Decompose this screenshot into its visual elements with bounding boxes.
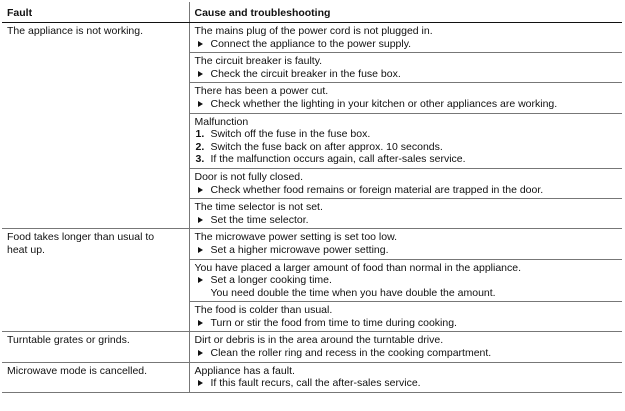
action-item bbox=[195, 214, 618, 227]
fault-column-header: Fault bbox=[2, 2, 189, 23]
cause-text: Malfunction bbox=[194, 115, 249, 128]
action-item bbox=[195, 38, 618, 51]
step-text: Switch the fuse back on after approx. 10 seconds. bbox=[210, 140, 443, 153]
action-text: Check the circuit breaker in the fuse box. bbox=[210, 67, 401, 80]
action-continuation: You need double the time when you have double the amount. bbox=[210, 286, 496, 299]
action-text: If this fault recurs, call the after-sales service. bbox=[210, 377, 421, 390]
cause-text: There has been a power cut. bbox=[194, 85, 329, 98]
cause-cell bbox=[189, 229, 622, 259]
action-item bbox=[195, 377, 618, 390]
step-text: If the malfunction occurs again, call after-sales service. bbox=[210, 153, 466, 166]
triangle-bullet-icon bbox=[198, 350, 203, 356]
action-item bbox=[195, 317, 618, 330]
cause-cell bbox=[189, 113, 622, 168]
triangle-bullet-icon bbox=[198, 277, 203, 283]
cause-cell bbox=[189, 199, 622, 229]
triangle-bullet-icon bbox=[198, 247, 203, 253]
fault-text: Food takes longer than usual to bbox=[7, 231, 155, 244]
step-item bbox=[195, 128, 618, 141]
step-item bbox=[195, 153, 618, 166]
cause-text: Door is not fully closed. bbox=[194, 170, 304, 183]
fault-text: Microwave mode is cancelled. bbox=[7, 364, 148, 377]
cause-text: You have placed a larger amount of food than normal in the appliance. bbox=[194, 261, 522, 274]
cause-cell bbox=[189, 53, 622, 83]
table-row bbox=[2, 362, 622, 392]
triangle-bullet-icon bbox=[198, 101, 203, 107]
step-text: Switch off the fuse in the fuse box. bbox=[210, 128, 371, 141]
table-header-row bbox=[2, 2, 622, 23]
action-text: Set a longer cooking time. bbox=[210, 274, 332, 287]
step-number: 1. bbox=[195, 128, 205, 141]
action-item bbox=[195, 274, 618, 287]
action-text: Set a higher microwave power setting. bbox=[210, 243, 389, 256]
triangle-bullet-icon bbox=[198, 380, 203, 386]
cause-cell bbox=[189, 23, 622, 53]
action-text: Check whether food remains or foreign material are trapped in the door. bbox=[210, 183, 544, 196]
action-item bbox=[195, 244, 618, 257]
triangle-bullet-icon bbox=[198, 320, 203, 326]
action-item bbox=[195, 347, 618, 360]
cause-cell bbox=[189, 332, 622, 362]
troubleshooting-table bbox=[2, 2, 622, 393]
triangle-bullet-icon bbox=[198, 187, 203, 193]
fault-cell bbox=[2, 332, 189, 362]
action-text: Turn or stir the food from time to time during cooking. bbox=[210, 316, 457, 329]
action-item bbox=[195, 98, 618, 111]
fault-text: Turntable grates or grinds. bbox=[7, 334, 130, 347]
cause-column-header: Cause and troubleshooting bbox=[189, 2, 622, 23]
cause-text: The mains plug of the power cord is not plugged in. bbox=[194, 25, 433, 37]
action-text: Clean the roller ring and recess in the cooking compartment. bbox=[210, 347, 492, 360]
cause-text: The food is colder than usual. bbox=[194, 304, 333, 317]
fault-cell bbox=[2, 23, 189, 229]
action-text: Connect the appliance to the power supply. bbox=[210, 37, 412, 50]
cause-text: The microwave power setting is set too low. bbox=[194, 231, 398, 244]
cause-cell bbox=[189, 168, 622, 198]
triangle-bullet-icon bbox=[198, 217, 203, 223]
step-number: 3. bbox=[195, 153, 205, 166]
step-item bbox=[195, 141, 618, 154]
cause-cell bbox=[189, 302, 622, 332]
step-number: 2. bbox=[195, 140, 205, 153]
table-row bbox=[2, 332, 622, 362]
action-text: Check whether the lighting in your kitchen or other appliances are working. bbox=[210, 97, 558, 110]
cause-text: Appliance has a fault. bbox=[194, 364, 295, 377]
cause-cell bbox=[189, 259, 622, 302]
fault-cell bbox=[2, 229, 189, 332]
cause-text: The time selector is not set. bbox=[194, 201, 323, 214]
cause-cell bbox=[189, 362, 622, 392]
action-item bbox=[195, 184, 618, 197]
triangle-bullet-icon bbox=[198, 41, 203, 47]
table-row bbox=[2, 229, 622, 259]
cause-text: The circuit breaker is faulty. bbox=[194, 55, 323, 68]
fault-text: The appliance is not working. bbox=[7, 25, 143, 37]
cause-text: Dirt or debris is in the area around the turntable drive. bbox=[194, 334, 444, 347]
action-text: Set the time selector. bbox=[210, 213, 309, 226]
fault-text: heat up. bbox=[7, 243, 45, 256]
triangle-bullet-icon bbox=[198, 71, 203, 77]
cause-cell bbox=[189, 83, 622, 113]
action-item bbox=[195, 68, 618, 81]
table-row bbox=[2, 23, 622, 53]
fault-cell bbox=[2, 362, 189, 392]
